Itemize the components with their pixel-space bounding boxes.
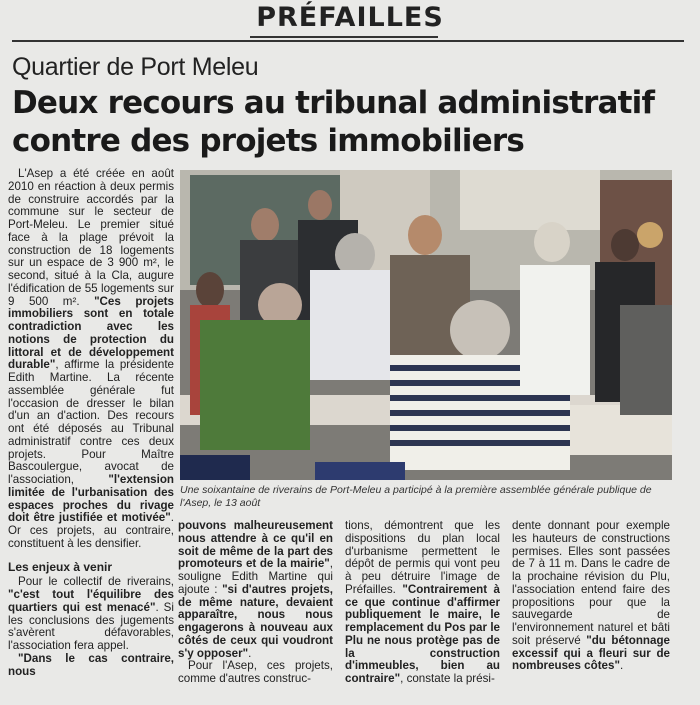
article-column-4: [512, 520, 670, 673]
column-2-paragraph-1: pouvons malheureusement nous attendre à ce qu'il en soit de même de la part des promoteurs et de la mairie", souligne Edith Martine qui ajoute : "si d'autres projets, de même nature, devaient apparaître, nous nous engagerons à nouveau aux côtés de ceux qui voudront s'y opposer".: [178, 519, 333, 660]
article-headline: [12, 84, 692, 160]
article-column-1: [8, 168, 174, 678]
column-1-paragraph-2: Pour le collectif de riverains, "c'est tout l'équilibre des quartiers qui est menacé". Si les conclusions des jugements s'avèrent défavorables, l'association fera appel.: [8, 575, 174, 652]
column-2-paragraph-2: Pour l'Asep, ces projets, comme d'autres construc-: [178, 659, 333, 685]
subheading: Les enjeux à venir: [8, 559, 113, 574]
headline-line-2: contre des projets immobiliers: [12, 123, 524, 159]
article-column-3: [345, 520, 500, 686]
column-4-paragraph-1: dente donnant pour exemple les hauteurs de constructions permises. Elles sont passées de 7 à 11 m. Dans le cadre de la prochaine révision du Plu, l'association entend faire des propositions pour que la sauvegarde de l'environnement naturel et bâti soit préservé "du bétonnage excessif qui a fleuri sur de nombreuses côtes".: [512, 519, 670, 673]
masthead-underline: [250, 36, 438, 38]
column-3-paragraph-1: tions, démontrent que les dispositions du plan local d'urbanisme permettent le dépôt de permis qui vont peu à peu détruire l'image de Préfailles. "Contrairement à ce que continue d'affirmer publiquement le maire, le remplacement du Pos par le Plu ne nous protège pas de la construction d'immeubles, bien au contraire", constate la prési-: [345, 519, 500, 685]
photo-caption: Une soixantaine de riverains de Port-Meleu a participé à la première assemblée générale publique de l'Asep, le 13 août: [180, 484, 652, 509]
column-1-paragraph-1: L'Asep a été créée en août 2010 en réaction à deux permis de construire accordés par la commune sur le secteur de Port-Meleu. Le premier situé face à la plage prévoit la construction de 18 logements sur un espace de 3 900 m², le second, situé à la Cla, augure l'édification de 55 logements sur 9 500 m². "Ces projets immobiliers sont en totale contradiction avec les notions de protection du littoral et de développement durable", affirme la présidente Edith Martine. La récente assemblée générale fut l'occasion de dresser le bilan d'un an d'action. Des recours ont été déposés au Tribunal administratif contre ces deux projets. Pour Maître Bascoulergue, avocat de l'association, "l'extension limitée de l'urbanisation des espaces proches du rivage doit être justifiée et motivée". Or ces projets, au contraire, constituent à les densifier.: [8, 167, 174, 550]
section-masthead: PRÉFAILLES: [256, 2, 444, 33]
masthead-rule: [12, 40, 684, 42]
article-column-2: [178, 520, 333, 686]
article-kicker: Quartier de Port Meleu: [12, 53, 259, 81]
column-1-paragraph-3: "Dans le cas contraire, nous: [8, 651, 174, 678]
article-photo: [180, 170, 672, 480]
headline-line-1: Deux recours au tribunal administratif: [12, 85, 655, 121]
